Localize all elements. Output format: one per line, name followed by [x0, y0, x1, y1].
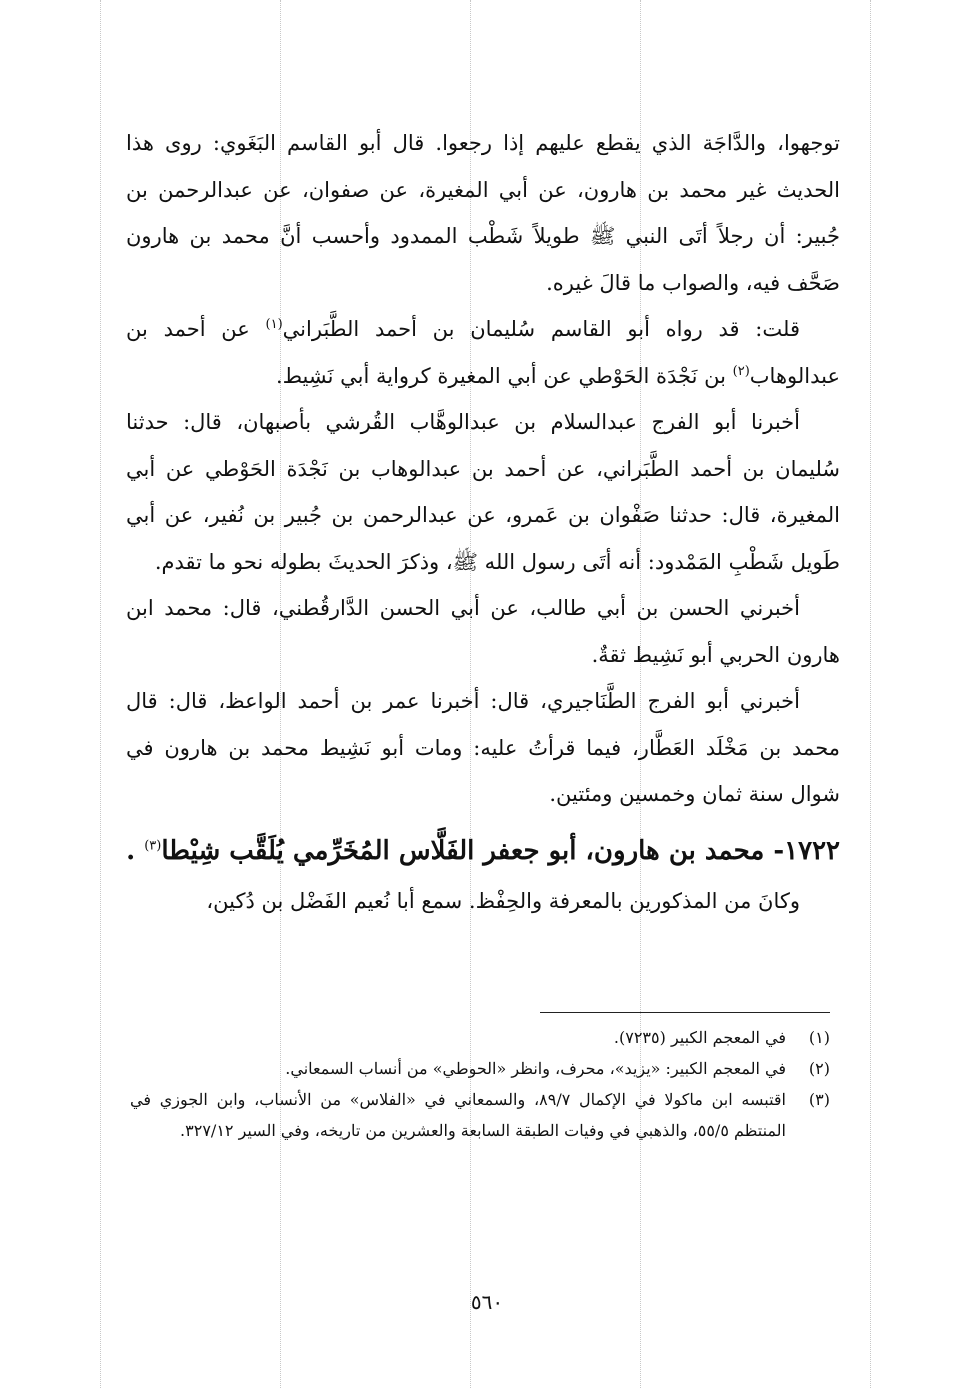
footnotes — [130, 1022, 830, 1146]
body-paragraph: أخبرني أبو الفرج الطَّنَاجيري، قال: أخبرنا عمر بن أحمد الواعظ، قال: قال محمد بن مَخْلَد العَطَّار، فيما قرأتُ عليه: ومات أبو نَشِيط محمد بن هارون في شوال سنة ثمان وخمسين ومئتين. — [126, 689, 840, 806]
footnote-text: في المعجم الكبير (٧٢٣٥). — [613, 1028, 786, 1047]
scan-guide-line — [100, 0, 101, 1388]
footnote — [130, 1022, 830, 1053]
footnote-number: (٣) — [808, 1090, 830, 1109]
footnote-reference: (٣) — [144, 837, 162, 853]
body-paragraph: وكانَ من المذكورين بالمعرفة والحِفْظ. سمع أبا نُعيم الفَضْل بن دُكين، — [206, 888, 800, 913]
scan-guide-line — [870, 0, 871, 1388]
body-paragraph: أخبرني الحسن بن أبي طالب، عن أبي الحسن الدَّارقُطني، قال: محمد ابن هارون الحربي أبو نَشِيط ثقةٌ. — [126, 596, 840, 667]
entry-heading-end: . — [126, 835, 145, 866]
entry-heading — [126, 824, 840, 878]
body-paragraph — [126, 306, 840, 399]
body-paragraph: أخبرنا أبو الفرج عبدالسلام بن عبدالوهَّاب القُرشي بأصبهان، قال: حدثنا سُليمان بن أحمد الطَّبَراني، عن أحمد بن عبدالوهاب بن نَجْدَة الحَوْطي عن أبي المغيرة، قال: حدثنا صَفْوان بن عَمرو، عن عبدالرحمن بن جُبير بن نُفير، عن أبي طَويل شَطْبِ المَمْدود: أنه أتَى رسول الله ﷺ، وذكرَ الحديثَ بطوله نحو ما تقدم. — [126, 410, 840, 574]
paragraph-text: بن نَجْدَة الحَوْطي عن أبي المغيرة كرواية أبي نَشِيط. — [275, 363, 733, 388]
body-paragraph: توجهوا، والدَّاجَة الذي يقطع عليهم إذا رجعوا. قال أبو القاسم البَغَوي: روى هذا الحديث غير محمد بن هارون، عن أبي المغيرة، عن صفوان، عن عبدالرحمن بن جُبير: أن رجلاً أتَى النبي ﷺ طويلاً شَطْب الممدود وأحسب أنَّ محمد بن هارون صَحَّف فيه، والصواب ما قالَ غيره. — [126, 131, 840, 295]
footnote-number: (١) — [808, 1028, 830, 1047]
footnote — [130, 1084, 830, 1146]
entry-heading-text: ١٧٢٢- محمد بن هارون، أبو جعفر الفَلَّاس المُخَرِّمي يُلَقَّب شِيْطا — [161, 835, 840, 866]
footnote-reference: (١) — [265, 317, 283, 332]
footnote-text: اقتبسه ابن ماكولا في الإكمال ٨٩/٧، والسمعاني في «الفلاس» من الأنساب، وابن الجوزي في المنتظم ٥٥/٥، والذهبي في وفيات الطبقة السابعة والعشرين من تاريخه، وفي السير ٣٢٧/١٢. — [130, 1090, 787, 1140]
footnote-reference: (٢) — [732, 363, 750, 379]
footnote-number: (٢) — [808, 1059, 830, 1078]
footnote — [130, 1053, 830, 1084]
paragraph-text: عن أحمد بن عبدالوهاب — [126, 317, 840, 388]
main-text — [126, 120, 840, 924]
paragraph-text: قلت: قد رواه أبو القاسم سُليمان بن أحمد الطَّبَراني — [282, 317, 800, 341]
page-number: ٥٦٠ — [470, 1290, 504, 1314]
footnote-text: في المعجم الكبير: «يزيد»، محرف، وانظر «الحوطي» من أنساب السمعاني. — [285, 1059, 786, 1078]
footnote-separator — [540, 1012, 830, 1013]
